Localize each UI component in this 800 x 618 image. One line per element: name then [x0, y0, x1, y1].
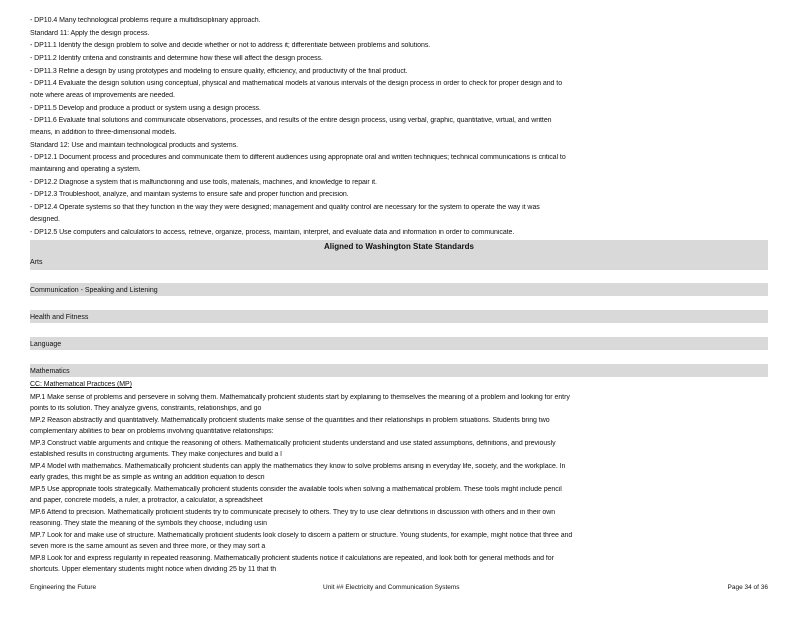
standard-heading: Standard 12: Use and maintain technological products and systems.	[30, 142, 239, 149]
mp-line: MP.7 Look for and make use of structure. Mathematically proficient students look closely to discern a pattern or structure. Young students, for example, might notice that three and	[30, 532, 573, 539]
cc-heading: CC: Mathematical Practices (MP)	[30, 381, 132, 388]
text-line: note where areas of improvements are needed.	[30, 92, 175, 99]
footer-left: Engineering the Future	[30, 584, 97, 591]
section-bar-health	[30, 310, 768, 323]
text-line: - DP11.4 Evaluate the design solution using conceptual, physical and mathematical models at various intervals of the design process in order to check for proper design and to	[30, 80, 563, 87]
text-line: - DP12.2 Diagnose a system that is malfunctioning and use tools, materials, machines, and knowledge to repair it.	[30, 179, 377, 186]
mp-line: MP.6 Attend to precision. Mathematically proficient students try to communicate precisely to others. They try to use clear definitions in discussion with others and in their own	[30, 509, 556, 516]
section-title-language: Language	[30, 341, 62, 348]
text-line: - DP11.3 Refine a design by using prototypes and modeling to ensure quality, efficiency, and productivity of the final product.	[30, 68, 408, 75]
section-title-communication: Communication - Speaking and Listening	[30, 287, 158, 294]
aligned-heading: Aligned to Washington State Standards	[324, 242, 474, 251]
mp-line: reasoning. They state the meaning of the symbols they choose, including usin	[30, 520, 267, 527]
mp-line: established results in constructing arguments. They make conjectures and build a l	[30, 451, 282, 458]
mp-line: MP.1 Make sense of problems and persevere in solving them. Mathematically proficient students start by explaining to themselves the meaning of a problem and looking for entry	[30, 394, 570, 401]
text-line: - DP12.3 Troubleshoot, analyze, and maintain systems to ensure safe and proper function and precision.	[30, 191, 349, 198]
text-line: means, in addition to three-dimensional models.	[30, 129, 177, 136]
standard-heading: Standard 11: Apply the design process.	[30, 30, 150, 37]
section-bar-aligned	[30, 240, 768, 270]
mp-line: MP.8 Look for and express regularity in repeated reasoning. Mathematically proficient students notice if calculations are repeated, and look both for general methods and for	[30, 555, 554, 562]
section-title-mathematics: Mathematics	[30, 368, 70, 375]
section-bar-language	[30, 337, 768, 350]
text-line: - DP12.4 Operate systems so that they function in the way they were designed; management and quality control are necessary for the system to operate the way it was	[30, 204, 540, 211]
text-line: - DP11.6 Evaluate final solutions and communicate observations, processes, and results of the entire design process, using verbal, graphic, quantitative, virtual, and written	[30, 117, 552, 124]
text-line: - DP11.1 Identify the design problem to solve and decide whether or not to address it; differentiate between problems and solutions.	[30, 42, 431, 49]
mp-line: points to its solution. They analyze givens, constraints, relationships, and go	[30, 405, 262, 412]
footer-page-number: Page 34 of 36	[727, 584, 768, 591]
text-line: - DP11.5 Develop and produce a product or system using a design process.	[30, 105, 261, 112]
mp-line: shortcuts. Upper elementary students might notice when dividing 25 by 11 that th	[30, 566, 277, 573]
mp-line: seven more is the same amount as seven and three more, or they may sort a	[30, 543, 266, 550]
text-line: - DP10.4 Many technological problems require a multidisciplinary approach.	[30, 17, 261, 24]
section-bar-communication	[30, 283, 768, 296]
mp-line: MP.2 Reason abstractly and quantitatively. Mathematically proficient students make sense of the quantities and their relationships in problem situations. Students bring two	[30, 417, 550, 424]
section-bar-mathematics	[30, 364, 768, 377]
section-title-health: Health and Fitness	[30, 314, 89, 321]
mp-line: MP.4 Model with mathematics. Mathematically proficient students can apply the mathematics they know to solve problems arising in everyday life, society, and the workplace. In	[30, 463, 566, 470]
text-line: - DP12.5 Use computers and calculators to access, retrieve, organize, process, maintain, interpret, and evaluate data and information in order to communicate.	[30, 229, 515, 236]
mp-line: MP.5 Use appropriate tools strategically. Mathematically proficient students consider the available tools when solving a mathematical problem. These tools might include pencil	[30, 486, 562, 493]
mp-line: early grades, this might be as simple as writing an addition equation to descri	[30, 474, 265, 481]
text-line: - DP12.1 Document process and procedures and communicate them to different audiences using appropriate oral and written techniques; technical communications is critical to	[30, 154, 566, 161]
mp-line: MP.3 Construct viable arguments and critique the reasoning of others. Mathematically proficient students understand and use stated assumptions, definitions, and previously	[30, 440, 556, 447]
text-line: maintaining and operating a system.	[30, 166, 141, 173]
text-line: - DP11.2 Identify criteria and constraints and determine how these will affect the design process.	[30, 55, 323, 62]
mp-line: and paper, concrete models, a ruler, a protractor, a calculator, a spreadsheet	[30, 497, 263, 504]
text-line: designed.	[30, 216, 60, 223]
mp-line: complementary abilities to bear on problems involving quantitative relationships:	[30, 428, 274, 435]
section-title-arts: Arts	[30, 259, 43, 266]
footer-center: Unit ## Electricity and Communication Systems	[323, 584, 460, 591]
